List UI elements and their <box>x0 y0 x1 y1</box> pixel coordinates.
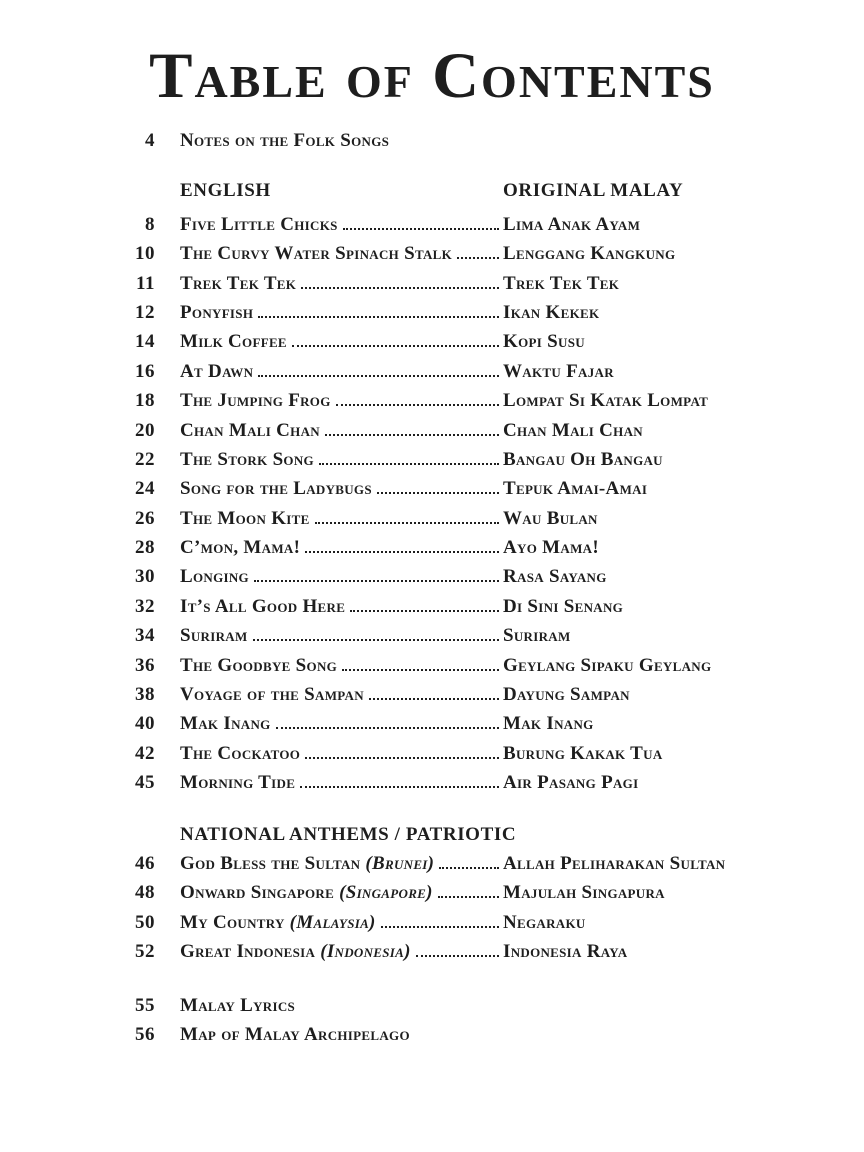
dot-leader <box>301 287 499 289</box>
toc-row <box>113 991 824 1020</box>
entry-title-malay: Suriram <box>503 625 571 647</box>
entry-title-english: Longing <box>180 566 249 588</box>
entry-title-malay: Geylang Sipaku Geylang <box>503 654 712 676</box>
dot-leader <box>369 698 499 700</box>
entry-title-english: Ponyfish <box>180 301 254 323</box>
toc-row <box>113 269 824 298</box>
page-number: 30 <box>135 566 155 588</box>
entry-title-malay: Rasa Sayang <box>503 566 607 588</box>
anthem-rows <box>113 849 824 967</box>
entry-title-malay: Trek Tek Tek <box>503 272 620 294</box>
entry-title-english: God Bless the Sultan <box>180 852 361 874</box>
page-number: 16 <box>135 360 155 382</box>
dot-leader <box>258 375 499 377</box>
toc-row <box>113 357 824 386</box>
entry-title-english: Onward Singapore <box>180 882 335 904</box>
entry-title-english: Voyage of the Sampan <box>180 684 364 706</box>
toc-row <box>113 739 824 768</box>
english-column-header: ENGLISH <box>180 180 271 202</box>
toc-row <box>113 210 824 239</box>
toc-row <box>113 680 824 709</box>
entry-title-malay: Majulah Singapura <box>503 882 665 904</box>
entry-title-english: At Dawn <box>180 360 254 382</box>
entry-title-malay: Ayo Mama! <box>503 537 599 559</box>
entry-english-cell <box>180 474 503 503</box>
anthem-section-header: NATIONAL ANTHEMS / PATRIOTIC <box>180 823 517 845</box>
entry-english-cell <box>180 327 503 356</box>
entry-english-cell <box>180 210 503 239</box>
dot-leader <box>336 404 499 406</box>
toc-row <box>113 386 824 415</box>
toc-row <box>113 298 824 327</box>
entry-english-cell <box>180 768 503 797</box>
entry-title-english: C’mon, Mama! <box>180 537 301 559</box>
page-number: 8 <box>145 213 155 235</box>
entry-english-cell <box>180 651 503 680</box>
entry-english-cell <box>180 533 503 562</box>
toc-row <box>113 908 824 937</box>
page-number: 10 <box>135 243 155 265</box>
entry-title-malay: Allah Peliharakan Sultan <box>503 852 726 874</box>
entry-title-malay: Tepuk Amai-Amai <box>503 478 648 500</box>
entry-english-cell <box>180 680 503 709</box>
entry-english-cell <box>180 239 503 268</box>
toc-row <box>113 878 824 907</box>
toc-row <box>113 533 824 562</box>
entry-english-cell <box>180 878 503 907</box>
entry-title-malay: Mak Inang <box>503 713 594 735</box>
page-number: 34 <box>135 625 155 647</box>
entry-english-cell <box>180 298 503 327</box>
toc-row <box>113 768 824 797</box>
entry-title-english: The Curvy Water Spinach Stalk <box>180 243 453 265</box>
entry-title-english: The Jumping Frog <box>180 390 331 412</box>
entry-title-english: The Stork Song <box>180 448 314 470</box>
dot-leader <box>350 610 499 612</box>
entry-english-cell <box>180 937 503 966</box>
toc-row <box>113 937 824 966</box>
page-number: 52 <box>135 941 155 963</box>
dot-leader <box>416 955 499 957</box>
page-number: 24 <box>135 478 155 500</box>
intro-rows <box>113 126 824 155</box>
entry-title-malay: Negaraku <box>503 911 586 933</box>
dot-leader <box>292 345 499 347</box>
page-number: 46 <box>135 852 155 874</box>
dot-leader <box>319 463 499 465</box>
back-matter-rows <box>113 991 824 1050</box>
toc-row <box>113 849 824 878</box>
entry-title-english: Morning Tide <box>180 772 296 794</box>
entry-title-malay: Ikan Kekek <box>503 301 600 323</box>
entry-english-cell <box>180 504 503 533</box>
entry-title-malay: Bangau Oh Bangau <box>503 448 663 470</box>
entry-title-english: Great Indonesia <box>180 941 316 963</box>
entry-title-english: The Moon Kite <box>180 507 310 529</box>
entry-country-note: (Indonesia) <box>320 941 411 963</box>
toc-body <box>0 126 864 1049</box>
page-number: 4 <box>145 130 155 151</box>
entry-title-malay: Burung Kakak Tua <box>503 742 663 764</box>
toc-row <box>113 504 824 533</box>
page-number: 42 <box>135 742 155 764</box>
dot-leader <box>438 896 499 898</box>
entry-title-malay: Air Pasang Pagi <box>503 772 639 794</box>
toc-row <box>113 592 824 621</box>
dot-leader <box>305 757 499 759</box>
malay-column-header: ORIGINAL MALAY <box>503 180 684 202</box>
entry-country-note: (Brunei) <box>365 852 435 874</box>
page-title: Table of Contents <box>149 40 715 112</box>
entry-english-cell <box>180 849 503 878</box>
dot-leader <box>381 926 499 928</box>
page-number: 50 <box>135 911 155 933</box>
dot-leader <box>342 669 499 671</box>
toc-row <box>113 562 824 591</box>
page-number: 45 <box>135 772 155 794</box>
page-number: 36 <box>135 654 155 676</box>
entry-english-cell <box>180 562 503 591</box>
toc-row <box>113 621 824 650</box>
page-number: 20 <box>135 419 155 441</box>
page-number: 11 <box>136 272 155 294</box>
toc-row <box>113 709 824 738</box>
toc-row <box>113 327 824 356</box>
toc-row <box>113 651 824 680</box>
entry-english-cell <box>180 269 503 298</box>
entry-english-cell <box>180 709 503 738</box>
entry-title-malay: Dayung Sampan <box>503 684 630 706</box>
entry-title-malay: Di Sini Senang <box>503 595 624 617</box>
entry-title-english: Mak Inang <box>180 713 271 735</box>
page-number: 22 <box>135 448 155 470</box>
entry-label: Map of Malay Archipelago <box>180 1023 410 1045</box>
toc-row <box>113 474 824 503</box>
entry-english-cell <box>180 445 503 474</box>
entry-title-english: Milk Coffee <box>180 331 287 353</box>
toc-row <box>113 239 824 268</box>
page-number: 38 <box>135 684 155 706</box>
dot-leader <box>343 228 499 230</box>
dot-leader <box>253 639 499 641</box>
column-header-row <box>113 176 824 205</box>
page-number: 48 <box>135 882 155 904</box>
toc-row <box>113 445 824 474</box>
dot-leader <box>315 522 499 524</box>
entry-title-malay: Wau Bulan <box>503 507 598 529</box>
page-number: 28 <box>135 537 155 559</box>
page-number: 14 <box>135 331 155 353</box>
entry-english-cell <box>180 621 503 650</box>
entry-label: Malay Lyrics <box>180 994 296 1016</box>
page-number: 12 <box>135 301 155 323</box>
page-number: 55 <box>135 994 155 1016</box>
dot-leader <box>254 580 499 582</box>
entry-label: Notes on the Folk Songs <box>180 130 390 151</box>
dot-leader <box>305 551 499 553</box>
entry-country-note: (Singapore) <box>339 882 433 904</box>
entry-title-english: It’s All Good Here <box>180 595 346 617</box>
entry-title-english: Song for the Ladybugs <box>180 478 372 500</box>
page-number: 32 <box>135 595 155 617</box>
entry-title-malay: Lima Anak Ayam <box>503 213 641 235</box>
entry-title-english: Chan Mali Chan <box>180 419 320 441</box>
dot-leader <box>276 727 499 729</box>
entry-title-english: My Country <box>180 911 285 933</box>
folk-song-rows <box>113 210 824 798</box>
page-number: 56 <box>135 1023 155 1045</box>
entry-title-malay: Lenggang Kangkung <box>503 243 676 265</box>
entry-english-cell <box>180 908 503 937</box>
dot-leader <box>300 786 499 788</box>
entry-english-cell <box>180 416 503 445</box>
entry-title-malay: Waktu Fajar <box>503 360 614 382</box>
entry-title-malay: Indonesia Raya <box>503 941 628 963</box>
entry-title-malay: Lompat Si Katak Lompat <box>503 390 709 412</box>
entry-title-english: Five Little Chicks <box>180 213 338 235</box>
page-number: 26 <box>135 507 155 529</box>
entry-country-note: (Malaysia) <box>289 911 376 933</box>
dot-leader <box>439 867 499 869</box>
entry-title-english: The Goodbye Song <box>180 654 338 676</box>
entry-title-malay: Kopi Susu <box>503 331 585 353</box>
entry-english-cell <box>180 592 503 621</box>
toc-row <box>113 416 824 445</box>
page-number: 18 <box>135 390 155 412</box>
dot-leader <box>457 257 499 259</box>
entry-title-malay: Chan Mali Chan <box>503 419 643 441</box>
dot-leader <box>325 434 499 436</box>
entry-english-cell <box>180 386 503 415</box>
page-number: 40 <box>135 713 155 735</box>
anthem-section-header-row <box>113 820 824 849</box>
entry-title-english: The Cockatoo <box>180 742 301 764</box>
entry-english-cell <box>180 357 503 386</box>
entry-english-cell <box>180 739 503 768</box>
dot-leader <box>258 316 499 318</box>
entry-title-english: Trek Tek Tek <box>180 272 297 294</box>
dot-leader <box>377 492 499 494</box>
toc-row <box>113 126 824 155</box>
toc-row <box>113 1020 824 1049</box>
entry-title-english: Suriram <box>180 625 248 647</box>
